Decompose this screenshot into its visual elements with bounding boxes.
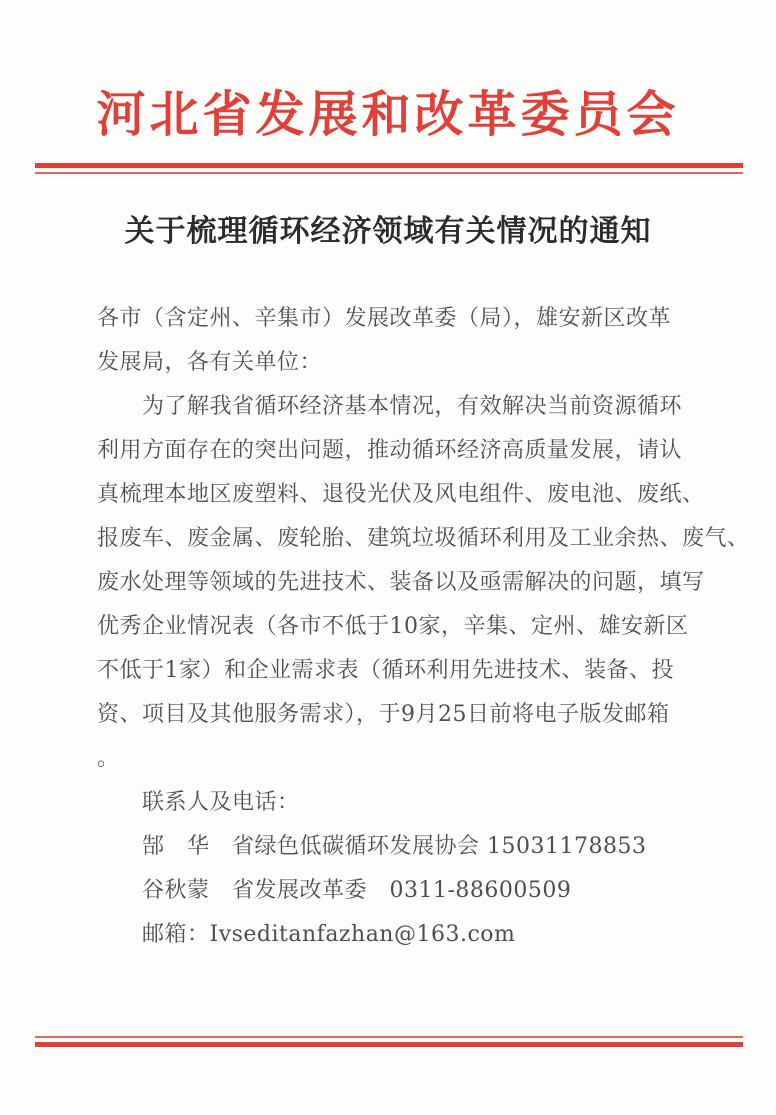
- body-line: 邮箱：Ivseditanfazhan@163.com: [97, 922, 516, 947]
- body-line: 真梳理本地区废塑料、退役光伏及风电组件、废电池、废纸、: [97, 482, 705, 507]
- letterhead-double-rule: [35, 163, 743, 174]
- body-line: 发展局，各有关单位：: [97, 350, 323, 375]
- body-line: 资、项目及其他服务需求），于9月25日前将电子版发邮箱: [97, 702, 670, 727]
- body-line: 为了解我省循环经济基本情况，有效解决当前资源循环: [97, 394, 683, 419]
- body-line: 联系人及电话：: [97, 790, 300, 815]
- body-line: 不低于1家）和企业需求表（循环利用先进技术、装备、投: [97, 658, 674, 683]
- document-title: 关于梳理循环经济领域有关情况的通知: [124, 214, 652, 249]
- body-line: 各市（含定州、辛集市）发展改革委（局），雄安新区改革: [97, 306, 672, 331]
- body-line: 报废车、废金属、废轮胎、建筑垃圾循环利用及工业余热、废气、: [97, 526, 750, 551]
- body-line: 郜 华 省绿色低碳循环发展协会 15031178853: [97, 834, 647, 859]
- body-line: 谷秋蒙 省发展改革委 0311-88600509: [97, 878, 572, 903]
- body-line: 。: [97, 746, 120, 771]
- body-line: 废水处理等领域的先进技术、装备以及亟需解决的问题，填写: [97, 570, 705, 595]
- rule-thick-line: [35, 1042, 743, 1047]
- body-line: 优秀企业情况表（各市不低于10家，辛集、定州、雄安新区: [97, 614, 689, 639]
- letterhead-org-name: 河北省发展和改革委员会: [96, 85, 680, 143]
- rule-thin-line: [35, 172, 743, 174]
- body-line: 利用方面存在的突出问题，推动循环经济高质量发展，请认: [97, 438, 683, 463]
- rule-thin-line: [35, 1036, 743, 1038]
- footer-double-rule: [35, 1036, 743, 1047]
- document-body: [97, 297, 750, 957]
- rule-thick-line: [35, 163, 743, 168]
